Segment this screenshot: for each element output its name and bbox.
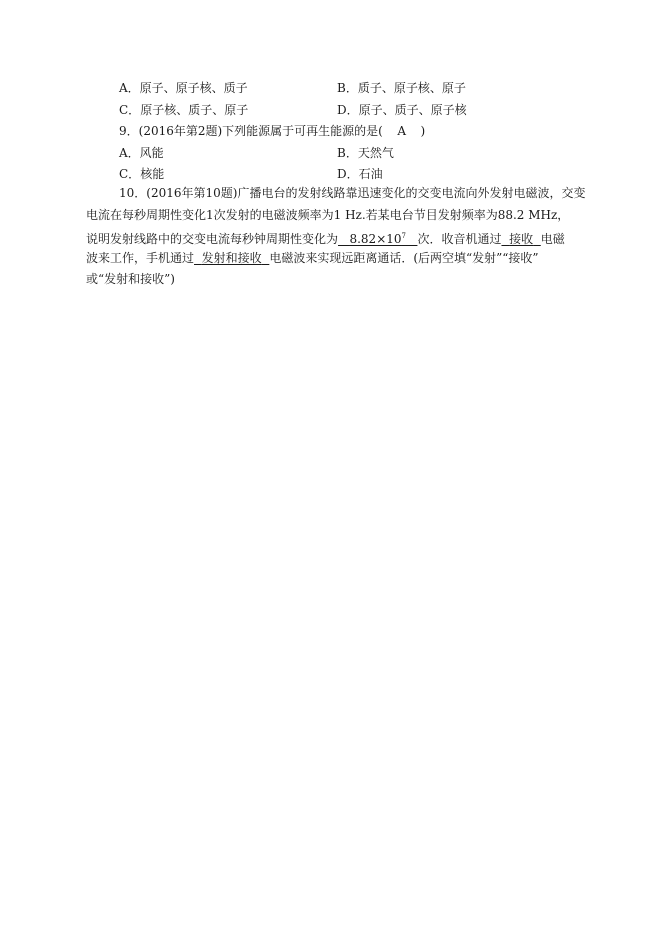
q10-line-3-mid: 次．收音机通过 xyxy=(417,232,502,246)
q10-line-3 xyxy=(86,226,568,248)
q10-line-3-pre: 说明发射线路中的交变电流每秒钟周期性变化为 xyxy=(86,232,339,246)
option-key: D． xyxy=(337,103,359,117)
option-key: C． xyxy=(119,167,141,181)
option-key: B． xyxy=(337,146,358,160)
answer-blank-1-exponent: 7 xyxy=(401,232,406,240)
q8-option-d xyxy=(337,103,467,117)
answer-blank-3-text: 发射和接收 xyxy=(201,250,262,265)
q8-option-c xyxy=(119,103,248,117)
option-text: 核能 xyxy=(140,167,165,181)
q8-option-a xyxy=(119,81,248,95)
q10-line-5: 或“发射和接收”) xyxy=(86,272,175,286)
q10-line-1: 10．(2016年第10题)广播电台的发射线路靠迅速变化的交变电流向外发射电磁波，交变 xyxy=(119,186,586,200)
q9-option-b xyxy=(337,146,394,160)
option-text: 风能 xyxy=(139,146,164,160)
option-key: A． xyxy=(119,81,140,95)
option-text: 原子、原子核、质子 xyxy=(139,81,248,95)
option-key: A． xyxy=(119,146,140,160)
q8-option-b xyxy=(337,81,466,95)
q9-option-d xyxy=(337,167,383,181)
answer-blank-1 xyxy=(338,232,417,246)
option-text: 质子、原子核、原子 xyxy=(357,81,466,95)
q9-answer: A xyxy=(397,124,407,138)
answer-blank-2 xyxy=(501,232,540,246)
option-text: 天然气 xyxy=(357,146,394,160)
answer-blank-2-text: 接收 xyxy=(509,232,534,246)
q9-stem-prefix: 9．(2016年第2题)下列能源属于可再生能源的是( xyxy=(119,124,383,138)
q9-option-c xyxy=(119,167,164,181)
option-key: C． xyxy=(119,103,141,117)
q9-stem-suffix: ) xyxy=(420,124,426,138)
q10-line-4-pre: 波来工作，手机通过 xyxy=(86,250,195,265)
answer-blank-1-base: 8.82×10 xyxy=(349,232,402,246)
answer-blank-3 xyxy=(194,251,269,265)
q10-line-3-post: 电磁 xyxy=(540,232,565,246)
q9-stem xyxy=(119,124,425,138)
q10-line-4 xyxy=(86,248,568,270)
option-key: B． xyxy=(337,81,358,95)
q10-line-2: 电流在每秒周期性变化1次发射的电磁波频率为1 Hz.若某电台节目发射频率为88.2 MHz， xyxy=(86,207,570,222)
option-text: 原子核、质子、原子 xyxy=(140,103,249,117)
q10-paragraph xyxy=(86,183,586,291)
q9-option-a xyxy=(119,146,164,160)
option-text: 原子、质子、原子核 xyxy=(358,103,467,117)
option-text: 石油 xyxy=(358,167,383,181)
q10-line-4-post: 电磁波来实现远距离通话．(后两空填“发射”“接收” xyxy=(269,250,539,265)
option-key: D． xyxy=(337,167,359,181)
